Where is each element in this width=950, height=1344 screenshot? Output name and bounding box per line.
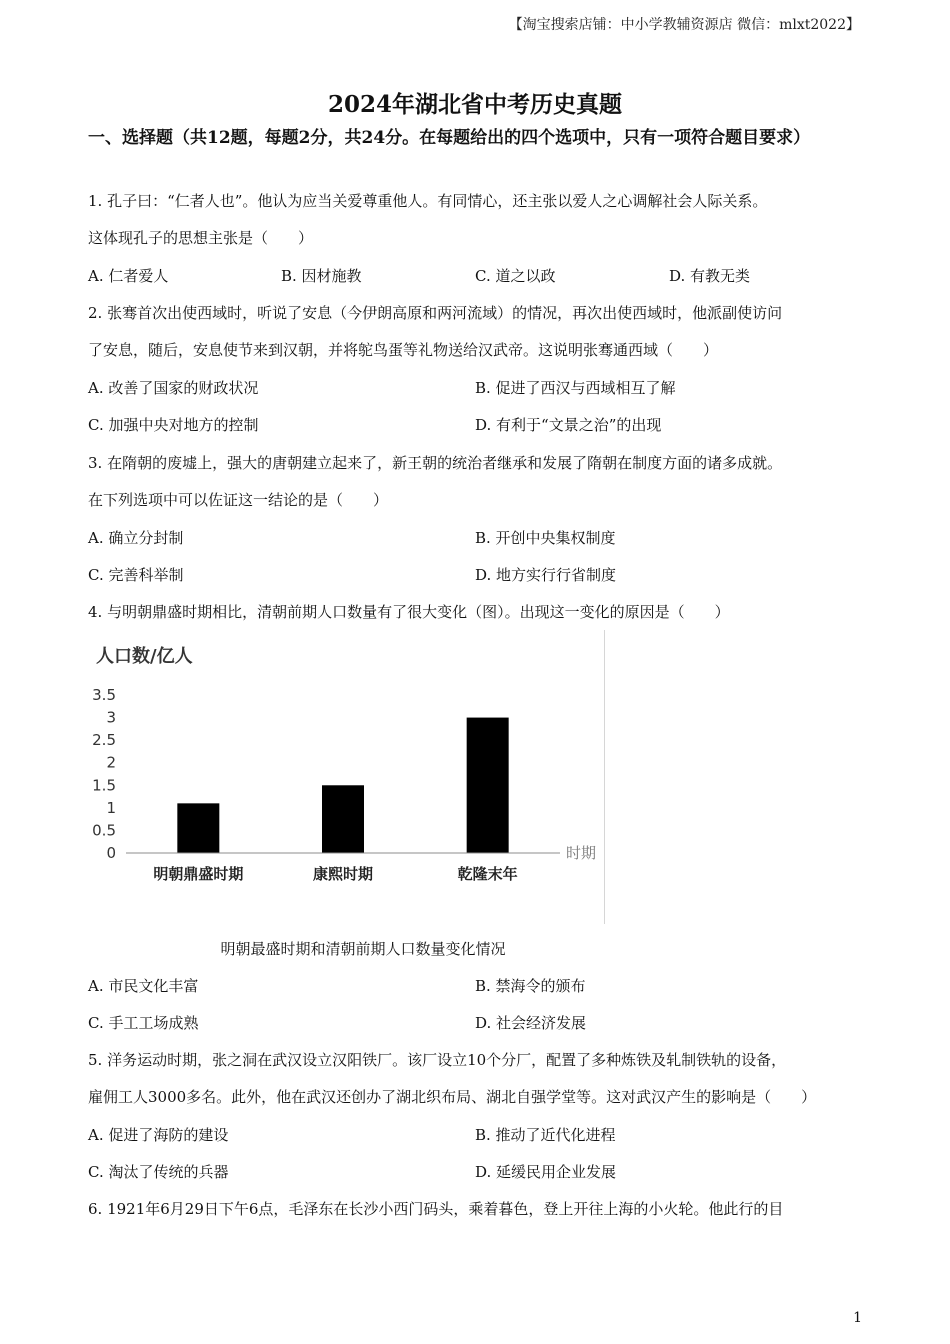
q4-option-d: D. 社会经济发展 — [475, 1014, 587, 1032]
chart-y-axis-label: 人口数/亿人 — [96, 646, 193, 667]
chart-y-tick-label: 3 — [106, 708, 116, 727]
chart-y-tick-label: 3.5 — [92, 686, 116, 704]
q2-option-b: B. 促进了西汉与西域相互了解 — [475, 379, 676, 397]
q3-option-d: D. 地方实行行省制度 — [475, 566, 617, 584]
chart-y-tick-label: 1.5 — [92, 776, 116, 795]
question-1-line-2: 这体现孔子的思想主张是（ ） — [88, 229, 314, 247]
page-number: 1 — [853, 1310, 862, 1326]
q5-option-a: A. 促进了海防的建设 — [88, 1126, 229, 1144]
chart-y-tick-label: 0 — [106, 844, 116, 862]
q1-option-b: B. 因材施教 — [281, 267, 362, 285]
q1-option-d: D. 有教无类 — [669, 267, 751, 285]
q2-option-c: C. 加强中央对地方的控制 — [88, 416, 259, 434]
question-1-line-1: 1. 孔子曰：“仁者人也”。他认为应当关爱尊重他人。有同情心，还主张以爱人之心调解社会人际关系。 — [88, 192, 768, 210]
question-6-line-1: 6. 1921年6月29日下午6点，毛泽东在长沙小西门码头，乘着暮色，登上开往上海的小火轮。他此行的目 — [88, 1200, 784, 1218]
question-3-line-1: 3. 在隋朝的废墟上，强大的唐朝建立起来了，新王朝的统治者继承和发展了隋朝在制度方面的诸多成就。 — [88, 454, 783, 472]
q5-option-c: C. 淘汰了传统的兵器 — [88, 1163, 229, 1181]
q3-option-b: B. 开创中央集权制度 — [475, 529, 616, 547]
chart-x-axis-label: 时期 — [566, 844, 597, 862]
q4-option-b: B. 禁海令的颁布 — [475, 977, 586, 995]
population-chart-svg — [88, 630, 606, 926]
population-chart — [88, 630, 606, 926]
question-5-line-2: 雇佣工人3000多名。此外，他在武汉还创办了湖北织布局、湖北自强学堂等。这对武汉产生的影响是（ ） — [88, 1088, 817, 1106]
q3-option-c: C. 完善科举制 — [88, 566, 184, 584]
question-5-line-1: 5. 洋务运动时期，张之洞在武汉设立汉阳铁厂。该厂设立10个分厂，配置了多种炼铁及轧制铁轨的设备， — [88, 1051, 787, 1069]
chart-frame-edge — [604, 630, 605, 924]
chart-y-tick-label: 2 — [106, 753, 116, 772]
q4-option-c: C. 手工工场成熟 — [88, 1014, 199, 1032]
chart-caption: 明朝最盛时期和清朝前期人口数量变化情况 — [220, 940, 506, 958]
q1-option-a: A. 仁者爱人 — [88, 267, 169, 285]
chart-category-label: 康熙时期 — [312, 865, 374, 883]
q2-option-a: A. 改善了国家的财政状况 — [88, 379, 259, 397]
chart-y-tick-label: 2.5 — [92, 731, 116, 750]
q5-option-d: D. 延缓民用企业发展 — [475, 1163, 617, 1181]
q1-option-c: C. 道之以政 — [475, 267, 556, 285]
question-2-line-1: 2. 张骞首次出使西域时，听说了安息（今伊朗高原和两河流域）的情况，再次出使西域时，他派副使访问 — [88, 304, 783, 322]
q3-option-a: A. 确立分封制 — [88, 529, 184, 547]
question-2-line-2: 了安息，随后，安息使节来到汉朝，并将鸵鸟蛋等礼物送给汉武帝。这说明张骞通西域（ ） — [88, 341, 719, 359]
chart-bar — [467, 718, 509, 853]
chart-category-label: 乾隆末年 — [457, 865, 518, 883]
chart-bar — [322, 785, 364, 853]
chart-y-tick-label: 1 — [106, 798, 116, 817]
chart-bar — [177, 803, 219, 853]
section-heading: 一、选择题（共12题，每题2分，共24分。在每题给出的四个选项中，只有一项符合题目要求） — [88, 128, 811, 148]
chart-category-label: 明朝鼎盛时期 — [153, 865, 244, 883]
question-4-line-1: 4. 与明朝鼎盛时期相比，清朝前期人口数量有了很大变化（图）。出现这一变化的原因是（ ） — [88, 603, 730, 621]
q5-option-b: B. 推动了近代化进程 — [475, 1126, 616, 1144]
q4-option-a: A. 市民文化丰富 — [88, 977, 199, 995]
watermark-header: 【淘宝搜索店铺：中小学教辅资源店 微信：mlxt2022】 — [508, 17, 860, 33]
page-title: 2024年湖北省中考历史真题 — [327, 91, 622, 118]
q2-option-d: D. 有利于“文景之治”的出现 — [475, 416, 662, 434]
question-3-line-2: 在下列选项中可以佐证这一结论的是（ ） — [88, 491, 389, 509]
chart-y-tick-label: 0.5 — [92, 821, 116, 840]
